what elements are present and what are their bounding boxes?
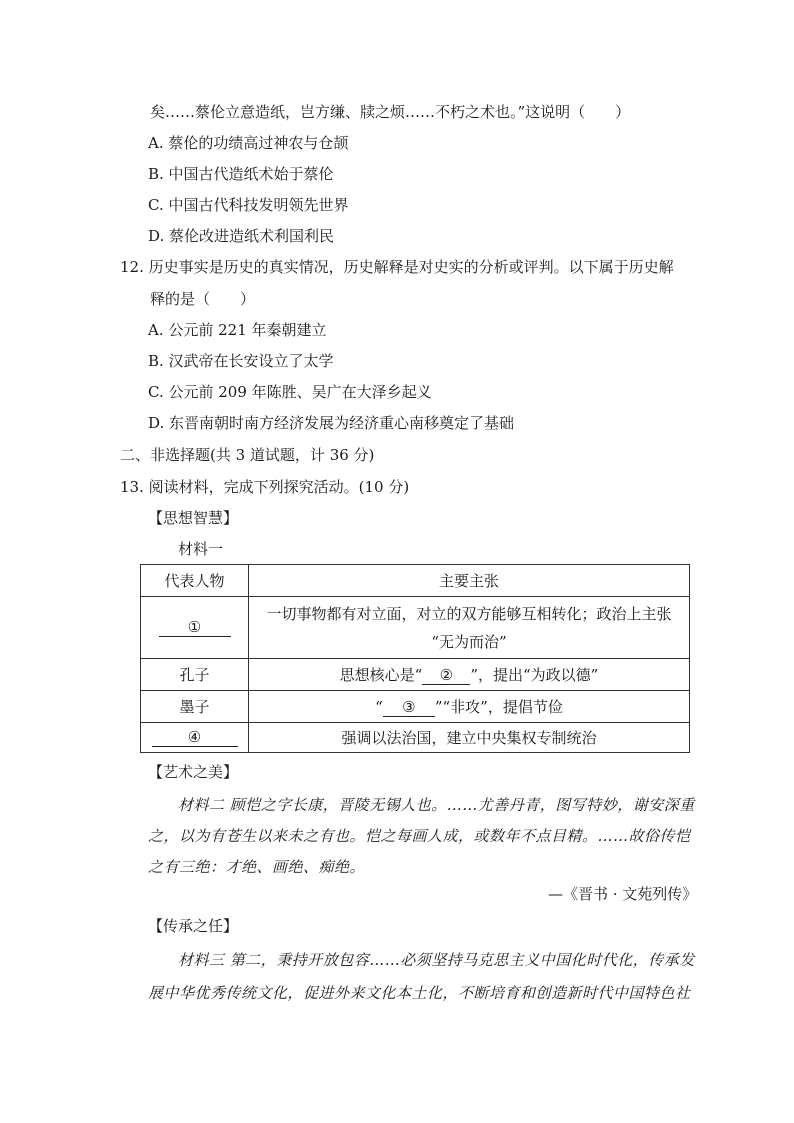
answer-blank-4: ④ bbox=[152, 728, 238, 747]
table-row bbox=[141, 723, 690, 753]
q11-option-a: A. 蔡伦的功绩高过神农与仓颉 bbox=[148, 134, 349, 152]
table-row bbox=[141, 597, 690, 659]
row3-idea-pre: “ bbox=[375, 698, 383, 716]
q12-option-a: A. 公元前 221 年秦朝建立 bbox=[148, 321, 327, 339]
table-header-row bbox=[141, 565, 690, 597]
table-cell-person bbox=[141, 597, 249, 659]
row1-idea-line2: “无为而治” bbox=[431, 632, 507, 651]
q12-option-b: B. 汉武帝在长安设立了太学 bbox=[148, 352, 334, 370]
q12-stem-line2: 释的是（ ） bbox=[150, 290, 256, 308]
q11-option-b: B. 中国古代造纸术始于蔡伦 bbox=[148, 165, 334, 183]
table-cell-person bbox=[141, 723, 249, 753]
table-cell-person: 墨子 bbox=[141, 691, 249, 723]
table-header-idea: 主要主张 bbox=[249, 565, 690, 597]
section-inherit-heading: 【传承之任】 bbox=[148, 917, 239, 935]
row2-idea-pre: 思想核心是“ bbox=[339, 666, 423, 684]
answer-blank-2: ② bbox=[422, 666, 470, 685]
material3-line2: 展中华优秀传统文化，促进外来文化本土化，不断培育和创造新时代中国特色社 bbox=[148, 984, 691, 1002]
q11-option-c: C. 中国古代科技发明领先世界 bbox=[148, 196, 349, 214]
table-cell-idea bbox=[249, 691, 690, 723]
table-header-person: 代表人物 bbox=[141, 565, 249, 597]
material1-label: 材料一 bbox=[178, 540, 224, 558]
section-art-heading: 【艺术之美】 bbox=[148, 763, 239, 781]
q11-tail: 矣……蔡伦立意造纸，岂方缣、牍之烦……不朽之术也。”这说明（ ） bbox=[150, 103, 631, 121]
table-row bbox=[141, 659, 690, 691]
table-cell-idea bbox=[249, 659, 690, 691]
table-row bbox=[141, 691, 690, 723]
row2-idea-post: ”，提出“为政以德” bbox=[470, 666, 599, 684]
q12-stem-line1: 12. 历史事实是历史的真实情况，历史解释是对史实的分析或评判。以下属于历史解 bbox=[120, 258, 674, 276]
material2-line3: 之有三绝：才绝、画绝、痴绝。 bbox=[148, 858, 366, 876]
table-cell-idea: 强调以法治国，建立中央集权专制统治 bbox=[249, 723, 690, 753]
row3-idea-post: ”“非攻”，提倡节俭 bbox=[434, 698, 563, 716]
material2-line2: 之，以为有苍生以来未之有也。恺之每画人成，或数年不点目精。……故俗传恺 bbox=[148, 827, 691, 845]
thinkers-table bbox=[140, 564, 690, 753]
row1-idea-line1: 一切事物都有对立面，对立的双方能够互相转化；政治上主张 bbox=[266, 604, 672, 623]
q12-option-d: D. 东晋南朝时南方经济发展为经济重心南移奠定了基础 bbox=[148, 414, 515, 432]
table-cell-person: 孔子 bbox=[141, 659, 249, 691]
q12-option-c: C. 公元前 209 年陈胜、吴广在大泽乡起义 bbox=[148, 383, 432, 401]
section2-heading: 二、非选择题(共 3 道试题，计 36 分) bbox=[120, 446, 375, 464]
table-cell-idea bbox=[249, 597, 690, 659]
section-thought-heading: 【思想智慧】 bbox=[148, 509, 239, 527]
q11-option-d: D. 蔡伦改进造纸术利国利民 bbox=[148, 227, 335, 245]
answer-blank-3: ③ bbox=[383, 698, 435, 717]
material2-line1: 材料二 顾恺之字长康，晋陵无锡人也。……尤善丹青，图写特妙，谢安深重 bbox=[178, 796, 695, 814]
material3-line1: 材料三 第二，秉持开放包容……必须坚持马克思主义中国化时代化，传承发 bbox=[178, 951, 695, 969]
q13-stem: 13. 阅读材料，完成下列探究活动。(10 分) bbox=[120, 478, 410, 496]
material2-source: —《晋书 · 文苑列传》 bbox=[548, 885, 698, 903]
answer-blank-1: ① bbox=[159, 618, 231, 637]
